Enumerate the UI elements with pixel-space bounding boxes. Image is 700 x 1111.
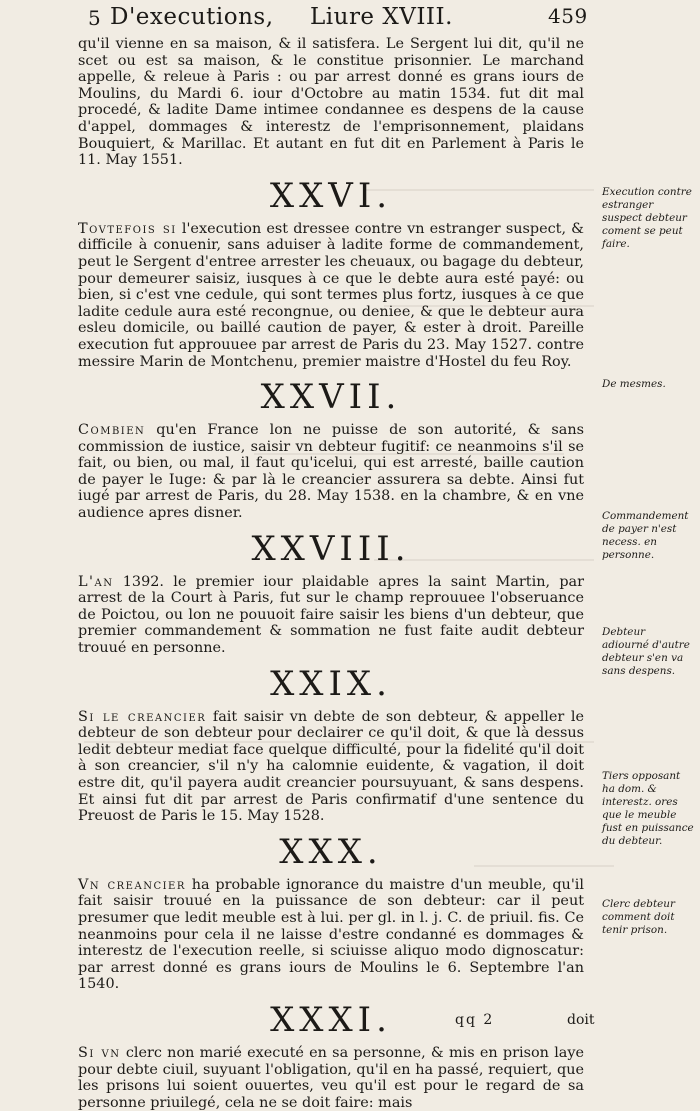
paragraph-29 <box>78 709 584 825</box>
paragraph-30 <box>78 877 584 993</box>
header-title: D'executions, <box>110 4 274 30</box>
paragraph-29-text: fait saisir vn debte de son debteur, & appeller le debteur de son debteur pour declairer ce qu'il doit, & que là dessus ledit debteur mediat face quelque difficulté, pour la fidelité qu'il doit à son creancier, s'il n'y ha calomnie euidente, & vagation, il doit estre dit, qu'il payera audit creancier poursuyuant, & sans despens. Et ainsi fut dit par arrest de Paris confirmatif d'une sentence du Preuost de Paris le 15. May 1528. <box>78 708 585 825</box>
paragraph-27 <box>78 422 584 522</box>
section-number-30: XXX. <box>279 831 383 872</box>
paragraph-30-lead: Vn creancier <box>78 876 186 893</box>
header-left-number: 5 <box>88 6 102 30</box>
paragraph-31-lead: Si vn <box>78 1044 121 1061</box>
section-number-31: XXXI. <box>270 999 392 1040</box>
signature-mark: qq 2 <box>455 1012 495 1028</box>
margin-note-3: Commandement de payer n'est necess. en personne. <box>602 510 689 561</box>
paragraph-27-text: qu'en France lon ne puisse de son autorité, & sans commission de iustice, saisir vn debteur fugitif: ce neanmoins s'il se fait, ou bien, ou mal, il faut qu'icelui, qui est arresté, baille caution de payer le Iuge: & par là le creancier assurera sa debte. Ainsi fut iugé par arrest de Paris, du 28. May 1538. en la chambre, & en vne audience apres disner. <box>78 422 584 522</box>
paragraph-28-lead: L'an <box>78 573 114 590</box>
paragraph-31 <box>78 1045 584 1111</box>
paragraph-26-text: l'execution est dressee contre vn estranger suspect, & difficile à conuenir, sans aduiser à ladite forme de commandement, peut le Sergent d'entree arrester les cheuaux, ou bagage du debteur, pour demeurer saisiz, iusques à ce que le debte aura esté payé: ou bien, si c'est vne cedule, qui sont termes plus fortz, iusques à ce que ladite cedule aura esté recongnue, ou deniee, & que le debteur aura esleu domicile, ou baillé caution de payer, & ester à droit. Pareille execution fut approuuee par arrest de Paris du 23. May 1527. contre messire Marin de Montchenu, premier maistre d'Hostel du feu Roy. <box>78 220 584 370</box>
header-book: Liure XVIII. <box>310 4 453 30</box>
paragraph-26 <box>78 221 584 370</box>
catchword: doit <box>567 1012 595 1028</box>
paragraph-28-text: 1392. le premier iour plaidable apres la saint Martin, par arrest de la Court à Paris, fut sur le champ reprouuee l'obseruance de Poictou, ou lon ne pouuoit faire saisir les biens d'un debteur, que premier commandement & sommation ne fust faite audit debteur trouué en personne. <box>78 573 584 657</box>
paragraph-27-lead: Combien <box>78 422 146 439</box>
section-number-29: XXIX. <box>270 663 392 704</box>
margin-note-4: Debteur adiourné d'autre debteur s'en va sans despens. <box>602 626 690 677</box>
running-header <box>88 2 618 40</box>
page-number: 459 <box>548 4 588 28</box>
paragraph-31-text: clerc non marié executé en sa personne, & mis en prison laye pour debte ciuil, suyuant l'obligation, qu'il en ha passé, requiert, que les prisons lui soient ouuertes, veu qu'il est pour le regard de sa personne priuilegé, cela ne se doit faire: mais <box>78 1044 585 1111</box>
margin-note-5: Tiers opposant ha dom. & interestz. ores que le meuble fust en puissance du debteur. <box>602 770 694 847</box>
paragraph-29-lead: Si le creancier <box>78 708 207 725</box>
paragraph-continuation: qu'il vienne en sa maison, & il satisfera. Le Sergent lui dit, qu'il ne scet ou est sa maison, & le constitue prisonnier. Le marchand appelle, & releue à Paris : ou par arrest donné es grans iours de Moulins, du Mardi 6. iour d'Octobre au matin 1534. fut dit mal procedé, & ladite Dame intimee condannee es despens de la cause d'appel, dommages & interestz de l'emprisonnement, plaidans Bouquiert, & Marillac. Et autant en fut dit en Parlement à Paris le 11. May 1551. <box>78 36 584 169</box>
section-number-27: XXVII. <box>260 377 402 418</box>
paragraph-26-lead: Tovtefois si <box>78 220 177 237</box>
margin-note-2: De mesmes. <box>602 378 666 390</box>
margin-note-6: Clerc debteur comment doit tenir prison. <box>602 898 675 936</box>
paragraph-30-text: ha probable ignorance du maistre d'un meuble, qu'il fait saisir trouué en la puissance de son debteur: car il peut presumer que ledit meuble est à lui. per gl. in l. j. C. de priuil. fis. Ce neanmoins pour cela il ne laisse d'estre condanné es dommages & interestz de l'execution reelle, si sciuisse aliquo modo dignoscatur: par arrest donné es grans iours de Moulins le 6. Septembre l'an 1540. <box>78 876 584 993</box>
paragraph-28 <box>78 574 584 657</box>
section-number-26: XXVI. <box>269 175 393 216</box>
main-text-column <box>78 36 584 1111</box>
section-number-28: XXVIII. <box>251 528 411 569</box>
margin-note-1: Execution contre estranger suspect debteur coment se peut faire. <box>602 186 692 250</box>
